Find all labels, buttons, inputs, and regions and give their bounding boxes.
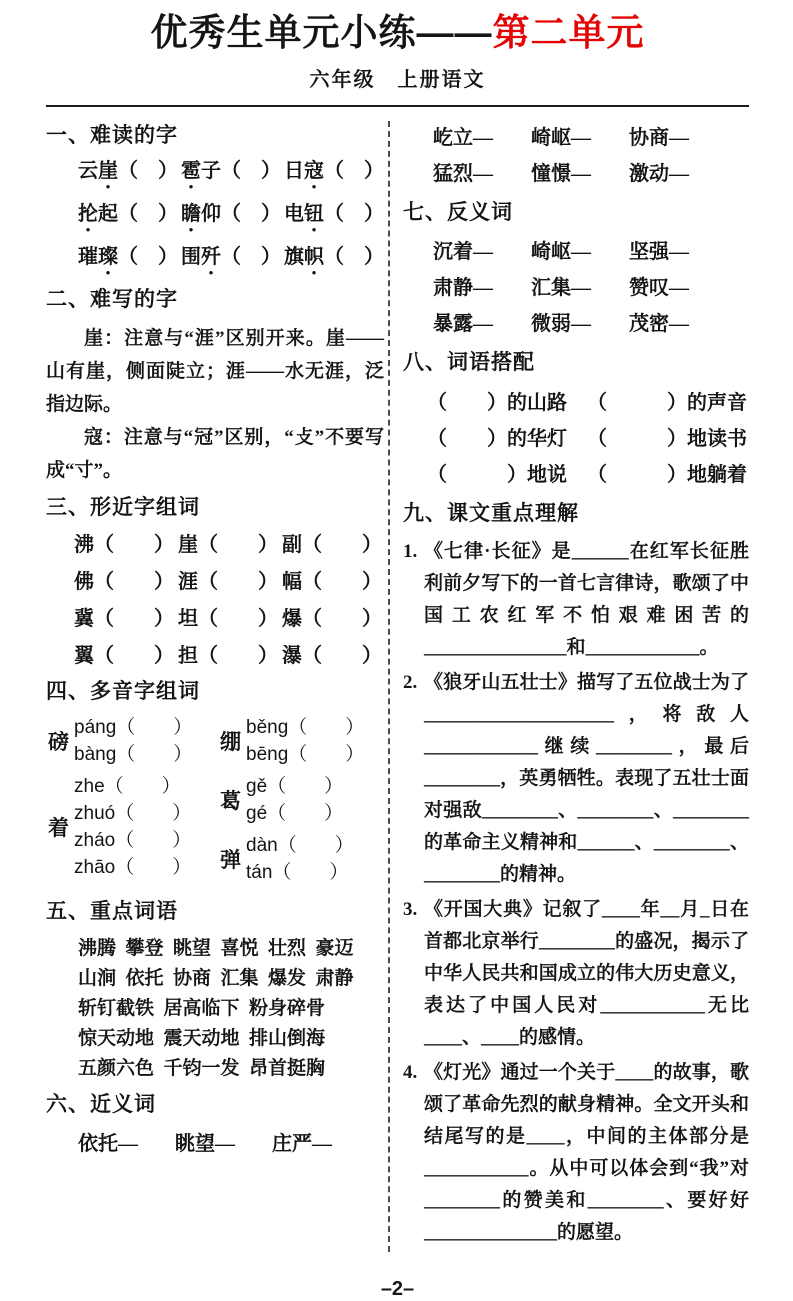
- key-words-line: 山涧 依托 协商 汇集 爆发 肃静: [78, 968, 354, 989]
- similar-char-cell: 冀（ ）: [74, 608, 174, 630]
- answer-parens: （ ）: [118, 246, 178, 268]
- word-blank-cell: [181, 158, 281, 184]
- page-number: –2–: [380, 1278, 415, 1300]
- polyphone-group-pang: [48, 714, 220, 768]
- word-with-dot: 雹子: [181, 160, 221, 182]
- synonym-row: [403, 121, 749, 156]
- item-number: 4.: [403, 1062, 418, 1083]
- collocation-cell: （ ）地读书: [587, 428, 747, 450]
- header-divider: [46, 105, 749, 107]
- polyphone-char: 弹: [220, 848, 241, 872]
- synonym-item: 依托—: [78, 1133, 138, 1155]
- polyphone-group-ge: [220, 773, 364, 827]
- word-with-dot: 围歼: [181, 246, 221, 268]
- antonym-row: [403, 271, 749, 306]
- polyphone-right-column: [220, 714, 364, 891]
- similar-char-cell: 瀑（ ）: [282, 645, 382, 667]
- word-with-dot: 璀璨: [78, 246, 118, 268]
- polyphone-char: 磅: [48, 730, 69, 754]
- similar-char-cell: 坦（ ）: [178, 608, 278, 630]
- polyphone-char: 着: [48, 816, 69, 840]
- section-heading-similar-chars: 三、形近字组词: [46, 496, 200, 519]
- collocation-cell: （ ）的声音: [587, 392, 747, 414]
- comprehension-item-1: [403, 536, 749, 664]
- synonym-row: [46, 1127, 384, 1161]
- key-words-line: 五颜六色 千钧一发 昂首挺胸: [78, 1058, 326, 1079]
- similar-char-cell: 幅（ ）: [282, 571, 382, 593]
- similar-char-cell: 佛（ ）: [74, 571, 174, 593]
- polyphone-readings: [246, 714, 364, 768]
- pinyin-blank: zhuó（ ）: [74, 803, 192, 824]
- item-text: 《开国大典》记叙了____年__月_日在首都北京举行________的盛况，揭示了中华人民共和国成立的伟大历史意义，表达了中国人民对___________无比____、____的感情。: [424, 899, 749, 1048]
- left-column: [46, 121, 384, 1252]
- two-column-body: [46, 121, 749, 1252]
- item-text: 《狼牙山五壮士》描写了五位战士为了____________________，将敌人____________继续________，最后________，英勇牺牲。表现了五壮士面对强敌________、________、________的革命主义精神和______、________、________的精神。: [424, 672, 749, 885]
- synonym-item: 猛烈—: [433, 163, 493, 185]
- section-heading-antonyms: 七、反义词: [403, 201, 513, 224]
- similar-char-cell: 副（ ）: [282, 534, 382, 556]
- pinyin-blank: páng（ ）: [74, 717, 193, 738]
- similar-char-row: [46, 604, 384, 634]
- section-heading-collocations: 八、词语搭配: [403, 351, 535, 374]
- word-blank-cell: [78, 201, 178, 227]
- pinyin-blank: gě（ ）: [246, 776, 344, 797]
- synonym-item: 协商—: [629, 127, 689, 149]
- antonym-item: 微弱—: [531, 313, 591, 335]
- polyphone-group-zhe: [48, 773, 220, 881]
- pinyin-blank: zhāo（ ）: [74, 857, 192, 878]
- answer-parens: （ ）: [221, 160, 281, 182]
- pinyin-blank: běng（ ）: [246, 717, 365, 738]
- similar-char-row: [46, 641, 384, 671]
- comprehension-item-4: [403, 1057, 749, 1249]
- key-words-line: 惊天动地 震天动地 排山倒海: [78, 1028, 326, 1049]
- antonym-item: 沉着—: [433, 241, 493, 263]
- polyphone-char: 绷: [220, 730, 241, 754]
- section-heading-comprehension: 九、课文重点理解: [403, 502, 579, 525]
- polyphone-readings: [74, 714, 192, 768]
- antonym-item: 汇集—: [531, 277, 591, 299]
- synonym-row: [403, 157, 749, 192]
- answer-parens: （ ）: [324, 246, 384, 268]
- word-with-dot: 旗帜: [284, 246, 324, 268]
- collocation-cell: （ ）地说: [427, 464, 567, 486]
- word-blank-cell: [181, 201, 281, 227]
- collocation-cell: （ ）地躺着: [587, 464, 747, 486]
- pinyin-blank: zháo（ ）: [74, 830, 192, 851]
- pinyin-blank: zhe（ ）: [74, 776, 181, 797]
- item-number: 3.: [403, 899, 418, 920]
- word-blank-cell: [78, 244, 178, 270]
- pinyin-blank: tán（ ）: [246, 862, 349, 883]
- answer-parens: （ ）: [324, 160, 384, 182]
- antonym-item: 崎岖—: [531, 241, 591, 263]
- synonym-item: 庄严—: [272, 1133, 332, 1155]
- hard-read-row: [46, 244, 384, 270]
- answer-parens: （ ）: [324, 203, 384, 225]
- pinyin-blank: bàng（ ）: [74, 744, 193, 765]
- similar-char-cell: 崖（ ）: [178, 534, 278, 556]
- word-blank-cell: [284, 244, 384, 270]
- similar-char-cell: 沸（ ）: [74, 534, 174, 556]
- antonym-row: [403, 235, 749, 270]
- item-text: 《灯光》通过一个关于____的故事，歌颂了革命先烈的献身精神。全文开头和结尾写的是____，中间的主体部分是___________。从中可以体会到“我”对________的赞美和________、要好好______________的愿望。: [424, 1062, 749, 1243]
- synonym-item: 屹立—: [433, 127, 493, 149]
- antonym-item: 暴露—: [433, 313, 493, 335]
- polyphone-left-column: [48, 714, 220, 891]
- polyphone-group-beng: [220, 714, 364, 768]
- similar-char-row: [46, 530, 384, 560]
- item-number: 2.: [403, 672, 418, 693]
- right-column: [390, 121, 749, 1252]
- word-blank-cell: [78, 158, 178, 184]
- answer-parens: （ ）: [118, 160, 178, 182]
- collocation-cell: （ ）的山路: [427, 392, 567, 414]
- similar-char-cell: 翼（ ）: [74, 645, 174, 667]
- key-words-line: 斩钉截铁 居高临下 粉身碎骨: [78, 998, 326, 1019]
- section-heading-hard-read: 一、难读的字: [46, 124, 178, 147]
- comprehension-item-3: [403, 894, 749, 1054]
- collocation-row: [403, 385, 749, 421]
- polyphone-readings: [246, 832, 354, 886]
- collocation-row: [403, 421, 749, 457]
- pinyin-blank: gé（ ）: [246, 803, 344, 824]
- comprehension-item-2: [403, 667, 749, 891]
- answer-parens: （ ）: [118, 203, 178, 225]
- antonym-item: 坚强—: [629, 241, 689, 263]
- word-blank-cell: [181, 244, 281, 270]
- word-with-dot: 抡起: [78, 203, 118, 225]
- synonym-item: 崎岖—: [531, 127, 591, 149]
- word-blank-cell: [284, 201, 384, 227]
- item-number: 1.: [403, 541, 418, 562]
- antonym-item: 肃静—: [433, 277, 493, 299]
- section-heading-key-words: 五、重点词语: [46, 900, 178, 923]
- synonym-item: 激动—: [629, 163, 689, 185]
- section-heading-polyphones: 四、多音字组词: [46, 680, 200, 703]
- hard-read-row: [46, 158, 384, 184]
- synonym-item: 憧憬—: [531, 163, 591, 185]
- pinyin-blank: dàn（ ）: [246, 835, 354, 856]
- collocation-cell: （ ）的华灯: [427, 428, 567, 450]
- similar-char-cell: 担（ ）: [178, 645, 278, 667]
- word-blank-cell: [284, 158, 384, 184]
- similar-char-cell: 爆（ ）: [282, 608, 382, 630]
- synonym-item: 眺望—: [175, 1133, 235, 1155]
- collocation-row: [403, 457, 749, 493]
- section-heading-synonyms: 六、近义词: [46, 1093, 156, 1116]
- polyphone-columns: [46, 714, 384, 891]
- hard-write-note-ya: 崖：注意与“涯”区别开来。崖——山有崖，侧面陡立；涯——水无涯，泛指边际。: [46, 328, 384, 415]
- page-title-main: 优秀生单元小练——: [150, 12, 493, 53]
- polyphone-readings: [74, 773, 191, 881]
- hard-read-row: [46, 201, 384, 227]
- answer-parens: （ ）: [221, 203, 281, 225]
- antonym-item: 赞叹—: [629, 277, 689, 299]
- page-title: [46, 12, 749, 54]
- pinyin-blank: bēng（ ）: [246, 744, 365, 765]
- antonym-item: 茂密—: [629, 313, 689, 335]
- polyphone-char: 葛: [220, 789, 241, 813]
- word-with-dot: 云崖: [78, 160, 118, 182]
- similar-char-cell: 涯（ ）: [178, 571, 278, 593]
- word-with-dot: 日寇: [284, 160, 324, 182]
- answer-parens: （ ）: [221, 246, 281, 268]
- hard-write-note-kou: 寇：注意与“冠”区别，“攴”不要写成“寸”。: [46, 427, 384, 481]
- antonym-row: [403, 307, 749, 342]
- page-title-accent: 第二单元: [492, 12, 645, 53]
- item-text: 《七律·长征》是______在红军长征胜利前夕写下的一首七言律诗，歌颂了中国工农红军不怕艰难困苦的_______________和____________。: [424, 541, 749, 658]
- section-heading-hard-write: 二、难写的字: [46, 288, 178, 311]
- word-with-dot: 瞻仰: [181, 203, 221, 225]
- key-words-line: 沸腾 攀登 眺望 喜悦 壮烈 豪迈: [78, 938, 354, 959]
- page-subtitle: 六年级 上册语文: [309, 69, 486, 91]
- polyphone-readings: [246, 773, 343, 827]
- polyphone-group-dan: [220, 832, 364, 886]
- word-with-dot: 电钮: [284, 203, 324, 225]
- similar-char-row: [46, 567, 384, 597]
